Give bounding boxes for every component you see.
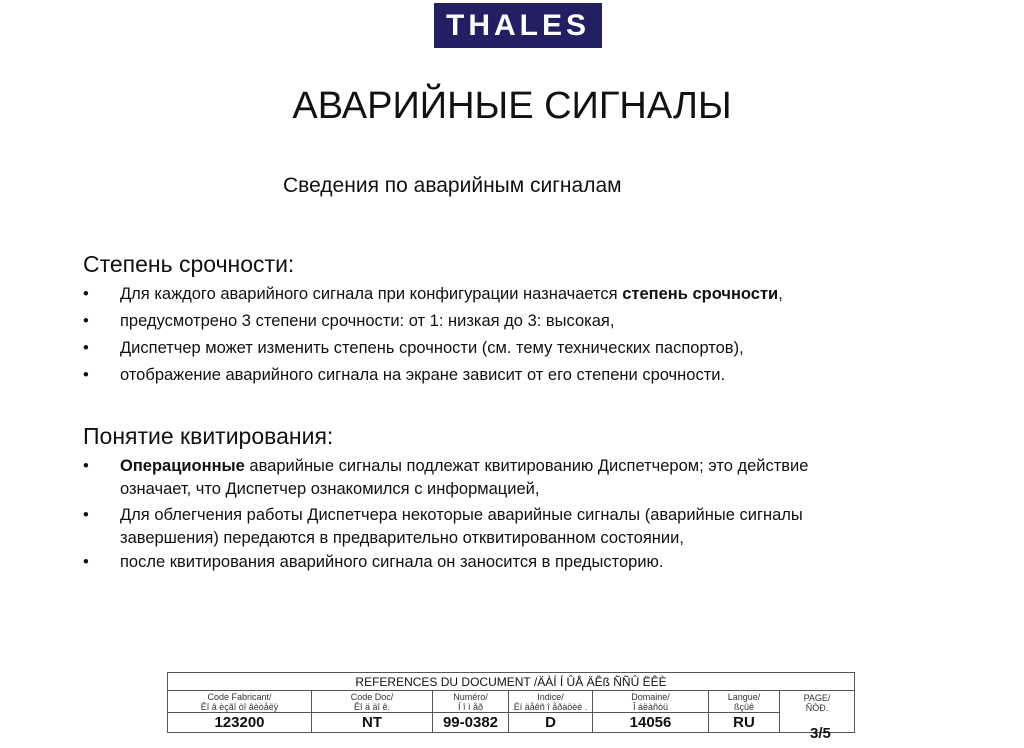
page-title: АВАРИЙНЫЕ СИГНАЛЫ: [292, 85, 732, 127]
doc-code: NT: [312, 713, 433, 733]
item-text: Для облегчения работы Диспетчера некоторые аварийные сигналы (аварийные сигналы завершения) передаются в предварительно отквитированном состоянии,: [120, 506, 803, 547]
references-header: REFERENCES DU DOCUMENT /ÄÀÍ Í ÛÅ ÄÊß ÑÑÛ ËÊÈ: [168, 673, 855, 691]
bullet: •: [83, 339, 89, 357]
bullet: •: [83, 312, 89, 330]
label-cell: Numéro/ Í î ì åð: [433, 691, 509, 713]
list-item: [83, 337, 903, 360]
item-bold: Операционные: [120, 457, 245, 475]
item-text: предусмотрено 3 степени срочности: от 1: низкая до 3: высокая,: [120, 312, 615, 330]
list-item: [83, 364, 903, 387]
bullet: •: [83, 457, 89, 475]
document-references-table: [167, 672, 855, 733]
page-number: 3/5: [810, 725, 831, 742]
label-cell: Code Doc/ Êî ä äî ê.: [312, 691, 433, 713]
doc-domain: 14056: [593, 713, 709, 733]
bullet: •: [83, 553, 89, 571]
list-item: [83, 551, 903, 574]
bullet: •: [83, 285, 89, 303]
item-post: ,: [778, 285, 783, 303]
bullet: •: [83, 506, 89, 524]
list-item: [83, 504, 883, 550]
item-bold: степень срочности: [622, 285, 779, 303]
page-label-cell: PAGE/ ÑÒÐ.: [780, 691, 855, 733]
doc-number: 99-0382: [433, 713, 509, 733]
label-cell: Domaine/ Î áëàñòü: [593, 691, 709, 713]
bullet: •: [83, 366, 89, 384]
manufacturer-code: 123200: [168, 713, 312, 733]
item-text: отображение аварийного сигнала на экране зависит от его степени срочности.: [120, 366, 726, 384]
label-cell: Langue/ ßçûê: [709, 691, 780, 713]
item-text: аварийные сигналы подлежат квитированию Диспетчером; это действие означает, что Диспетчер ознакомился с информацией,: [120, 457, 809, 498]
label-cell: Indice/ Èí äåêñ î åðàöèè .: [509, 691, 593, 713]
label-cell: Code Fabricant/ Êî â èçãî òî âèòåëÿ: [168, 691, 312, 713]
list-item: [83, 283, 903, 306]
doc-language: RU: [709, 713, 780, 733]
section-heading-acknowledgement: Понятие квитирования:: [83, 423, 334, 449]
item-text: после квитирования аварийного сигнала он заносится в предысторию.: [120, 553, 664, 571]
item-text: Для каждого аварийного сигнала при конфигурации назначается: [120, 285, 623, 303]
item-text: Диспетчер может изменить степень срочности (см. тему технических паспортов),: [120, 339, 744, 357]
section-heading-urgency: Степень срочности:: [83, 251, 295, 277]
thales-logo: THALES: [434, 3, 602, 48]
list-item: [83, 455, 883, 501]
subtitle: Сведения по аварийным сигналам: [283, 174, 622, 197]
list-item: [83, 310, 903, 333]
doc-index: D: [509, 713, 593, 733]
